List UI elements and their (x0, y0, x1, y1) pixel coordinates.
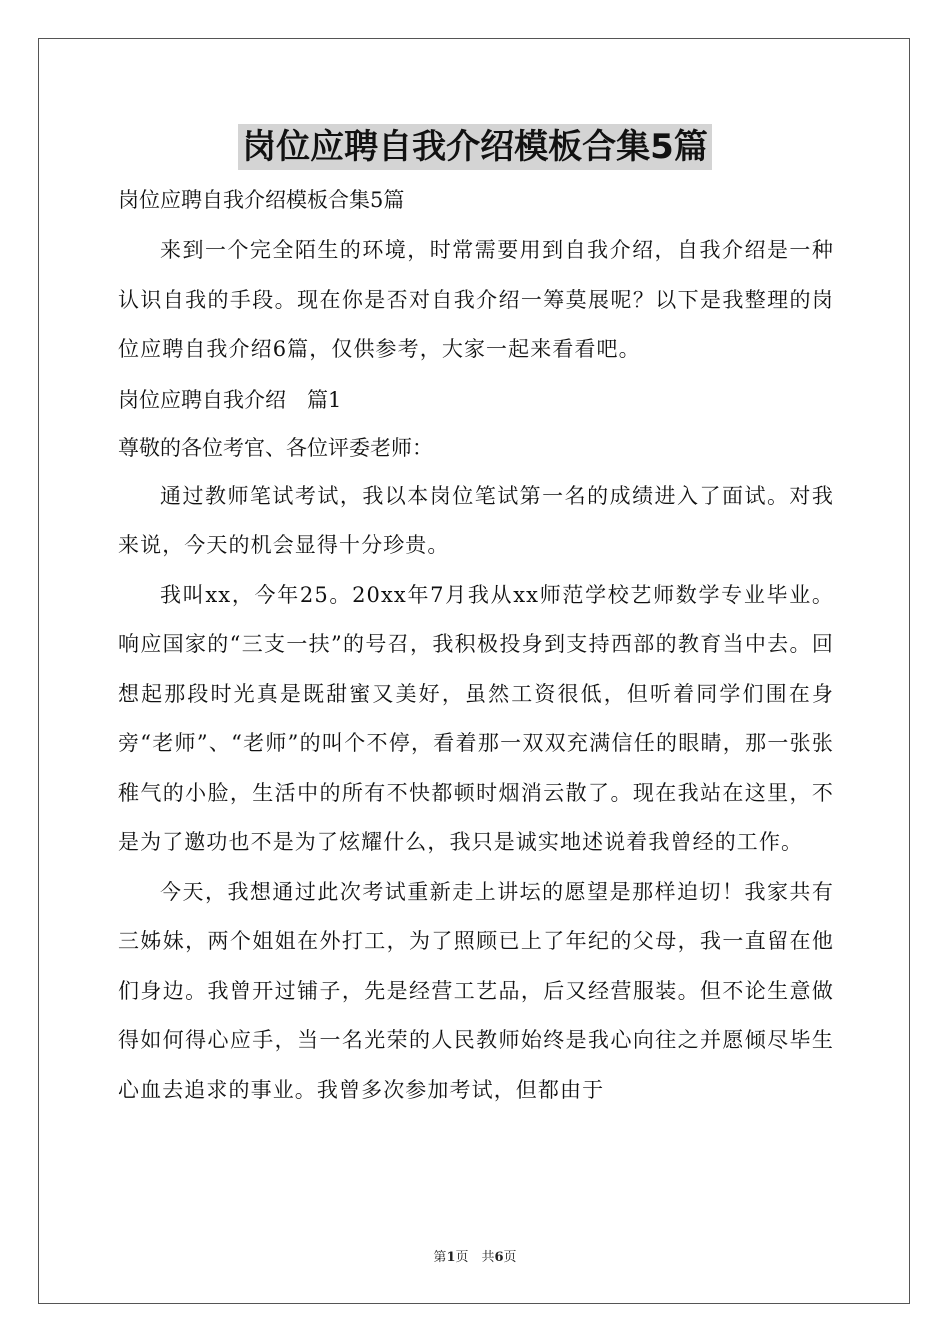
body-paragraph-3: 今天，我想通过此次考试重新走上讲坛的愿望是那样迫切！我家共有三姊妹，两个姐姐在外打工，为了照顾已上了年纪的父母，我一直留在他们身边。我曾开过铺子，先是经营工艺品，后又经营服装。但不论生意做得如何得心应手，当一名光荣的人民教师始终是我心向往之并愿倾尽毕生心血去追求的事业。我曾多次参加考试，但都由于 (118, 879, 834, 1102)
footer-page-number: 1 (446, 1250, 456, 1265)
footer-total-suffix: 页 (503, 1250, 517, 1265)
title-area (0, 124, 950, 170)
intro-paragraph: 来到一个完全陌生的环境，时常需要用到自我介绍，自我介绍是一种认识自我的手段。现在你是否对自我介绍一筹莫展呢？以下是我整理的岗位应聘自我介绍6篇，仅供参考，大家一起来看看吧。 (118, 238, 834, 361)
section-heading: 岗位应聘自我介绍 篇1 (118, 387, 342, 412)
document-subtitle: 岗位应聘自我介绍模板合集5篇 (118, 188, 405, 212)
salutation: 尊敬的各位考官、各位评委老师： (118, 435, 433, 460)
body-paragraph-1: 通过教师笔试考试，我以本岗位笔试第一名的成绩进入了面试。对我来说，今天的机会显得十分珍贵。 (118, 483, 834, 557)
body-paragraph-2: 我叫xx，今年25。20xx年7月我从xx师范学校艺师数学专业毕业。响应国家的“三支一扶”的号召，我积极投身到支持西部的教育当中去。回想起那段时光真是既甜蜜又美好，虽然工资很低，但听着同学们围在身旁“老师”、“老师”的叫个不停，看着那一双双充满信任的眼睛，那一张张稚气的小脸，生活中的所有不快都顿时烟消云散了。现在我站在这里，不是为了邀功也不是为了炫耀什么，我只是诚实地述说着我曾经的工作。 (118, 582, 834, 854)
document-body (118, 176, 834, 1115)
page-footer (0, 1246, 950, 1265)
footer-total-pages: 6 (494, 1250, 504, 1265)
footer-page-suffix: 页 共 (455, 1250, 495, 1265)
document-title: 岗位应聘自我介绍模板合集5篇 (238, 124, 712, 170)
footer-prefix: 第 (433, 1250, 447, 1265)
